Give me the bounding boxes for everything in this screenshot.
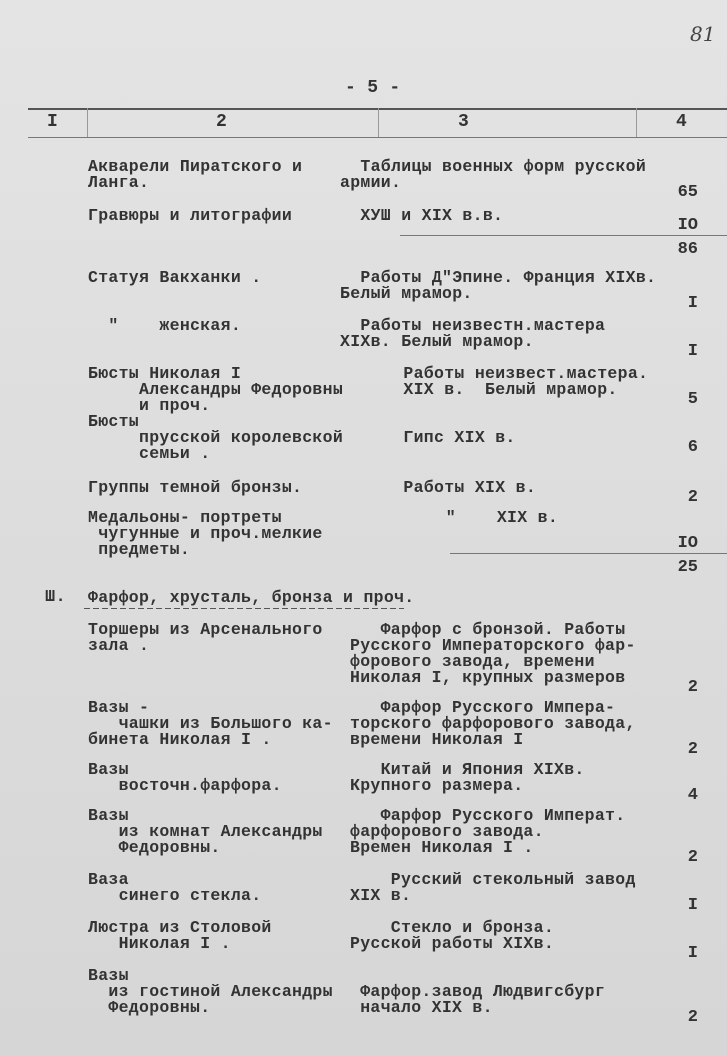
subtotal-value: 86 <box>677 240 698 259</box>
item-name-line: синего стекла. <box>88 886 262 905</box>
item-name-line: Александры Федоровны <box>88 380 344 399</box>
section-underline <box>84 608 404 609</box>
column-divider <box>87 108 88 137</box>
item-name-line: " женская. <box>88 316 242 335</box>
item-quantity: I <box>687 342 698 361</box>
item-name-line: Вазы <box>88 966 129 985</box>
item-description-line: XIXв. Белый мрамор. <box>340 332 534 351</box>
item-name-line: Торшеры из Арсенального <box>88 620 323 639</box>
item-name-line: Люстра из Столовой <box>88 918 272 937</box>
item-name-line: семьи . <box>88 444 211 463</box>
subtotal-rule <box>450 553 727 554</box>
item-description-line: торского фарфорового завода, <box>350 714 636 733</box>
item-description-line: Крупного размера. <box>350 776 524 795</box>
item-name-line: Вазы - <box>88 698 150 717</box>
item-quantity: I <box>687 294 698 313</box>
column-header-3: 3 <box>458 112 470 132</box>
subtotal-value: 25 <box>677 558 698 577</box>
item-description-line: Времен Николая I . <box>350 838 534 857</box>
item-name-line: чашки из Большого ка- <box>88 714 333 733</box>
archive-mark: 81 <box>690 22 716 46</box>
item-description-line: Белый мрамор. <box>340 284 473 303</box>
item-description-line: XIX в. Белый мрамор. <box>383 380 618 399</box>
item-quantity: I <box>687 944 698 963</box>
item-name-line: чугунные и проч.мелкие <box>88 524 323 543</box>
item-quantity: 2 <box>687 740 698 759</box>
item-quantity: 2 <box>687 848 698 867</box>
item-name-line: Федоровны. <box>88 838 221 857</box>
item-description-line: Работы неизвестн.мастера <box>340 316 606 335</box>
page-number: - 5 - <box>345 78 401 98</box>
item-description-line: Китай и Япония XIXв. <box>350 760 585 779</box>
item-description-line: Таблицы военных форм русской <box>340 157 647 176</box>
column-divider <box>636 108 637 137</box>
item-description-line: Работы XIX в. <box>383 478 537 497</box>
item-name-line: Медальоны- портреты <box>88 508 282 527</box>
item-description-line: Фарфор с бронзой. Работы <box>350 620 626 639</box>
item-description-line: Николая I, крупных размеров <box>350 668 626 687</box>
column-header-4: 4 <box>676 112 688 132</box>
item-quantity: IO <box>677 216 698 235</box>
item-description-line: фарфорового завода. <box>350 822 544 841</box>
column-header-2: 2 <box>216 112 228 132</box>
item-name-line: Вазы <box>88 760 129 779</box>
item-description-line: Гипс XIX в. <box>383 428 516 447</box>
item-name-line: прусской королевской <box>88 428 344 447</box>
item-description-line: времени Николая I <box>350 730 524 749</box>
item-description-line: ХУШ и XIX в.в. <box>340 206 504 225</box>
item-quantity: 2 <box>687 1008 698 1027</box>
item-name-line: Ваза <box>88 870 129 889</box>
item-name-line: Вазы <box>88 806 129 825</box>
item-name-line: и проч. <box>88 396 211 415</box>
item-description-line: Фарфор Русского Импера- <box>350 698 616 717</box>
item-quantity: 2 <box>687 678 698 697</box>
item-quantity: 65 <box>677 183 698 202</box>
item-name-line: зала . <box>88 636 150 655</box>
column-header-1: I <box>47 112 59 132</box>
item-name-line: Ланга. <box>88 173 150 192</box>
item-name-line: Бюсты Николая I <box>88 364 242 383</box>
item-name-line: восточн.фарфора. <box>88 776 282 795</box>
item-quantity: 5 <box>687 390 698 409</box>
item-quantity: 6 <box>687 438 698 457</box>
item-description-line: " XIX в. <box>405 508 559 527</box>
item-quantity: 2 <box>687 488 698 507</box>
item-description-line: Фарфор.завод Людвигсбург <box>350 982 606 1001</box>
item-description-line: Работы Д"Эпине. Франция XIXв. <box>340 268 657 287</box>
header-bottom-rule <box>28 137 727 138</box>
item-quantity: IO <box>677 534 698 553</box>
item-name-line: Бюсты <box>88 412 140 431</box>
column-divider <box>378 108 379 137</box>
item-name-line: бинета Николая I . <box>88 730 272 749</box>
section-title: Фарфор, хрусталь, бронза и проч. <box>88 588 415 607</box>
item-quantity: 4 <box>687 786 698 805</box>
item-name-line: из гостиной Александры <box>88 982 333 1001</box>
item-name-line: Гравюры и литографии <box>88 206 293 225</box>
item-description-line: Работы неизвест.мастера. <box>383 364 649 383</box>
item-name-line: Николая I . <box>88 934 231 953</box>
item-description-line: армии. <box>340 173 402 192</box>
section-numeral: Ш. <box>45 588 67 607</box>
item-description-line: Стекло и бронза. <box>350 918 555 937</box>
item-name-line: Группы темной бронзы. <box>88 478 303 497</box>
subtotal-rule <box>400 235 727 236</box>
item-name-line: из комнат Александры <box>88 822 323 841</box>
item-description-line: начало XIX в. <box>350 998 493 1017</box>
item-description-line: Русский стекольный завод <box>350 870 636 889</box>
item-description-line: XIX в. <box>350 886 412 905</box>
item-name-line: Статуя Вакханки . <box>88 268 262 287</box>
item-description-line: Русской работы XIXв. <box>350 934 555 953</box>
item-name-line: Федоровны. <box>88 998 211 1017</box>
item-description-line: форового завода, времени <box>350 652 595 671</box>
item-description-line: Русского Императорского фар- <box>350 636 636 655</box>
item-description-line: Фарфор Русского Императ. <box>350 806 626 825</box>
item-quantity: I <box>687 896 698 915</box>
item-name-line: Акварели Пиратского и <box>88 157 303 176</box>
item-name-line: предметы. <box>88 540 191 559</box>
